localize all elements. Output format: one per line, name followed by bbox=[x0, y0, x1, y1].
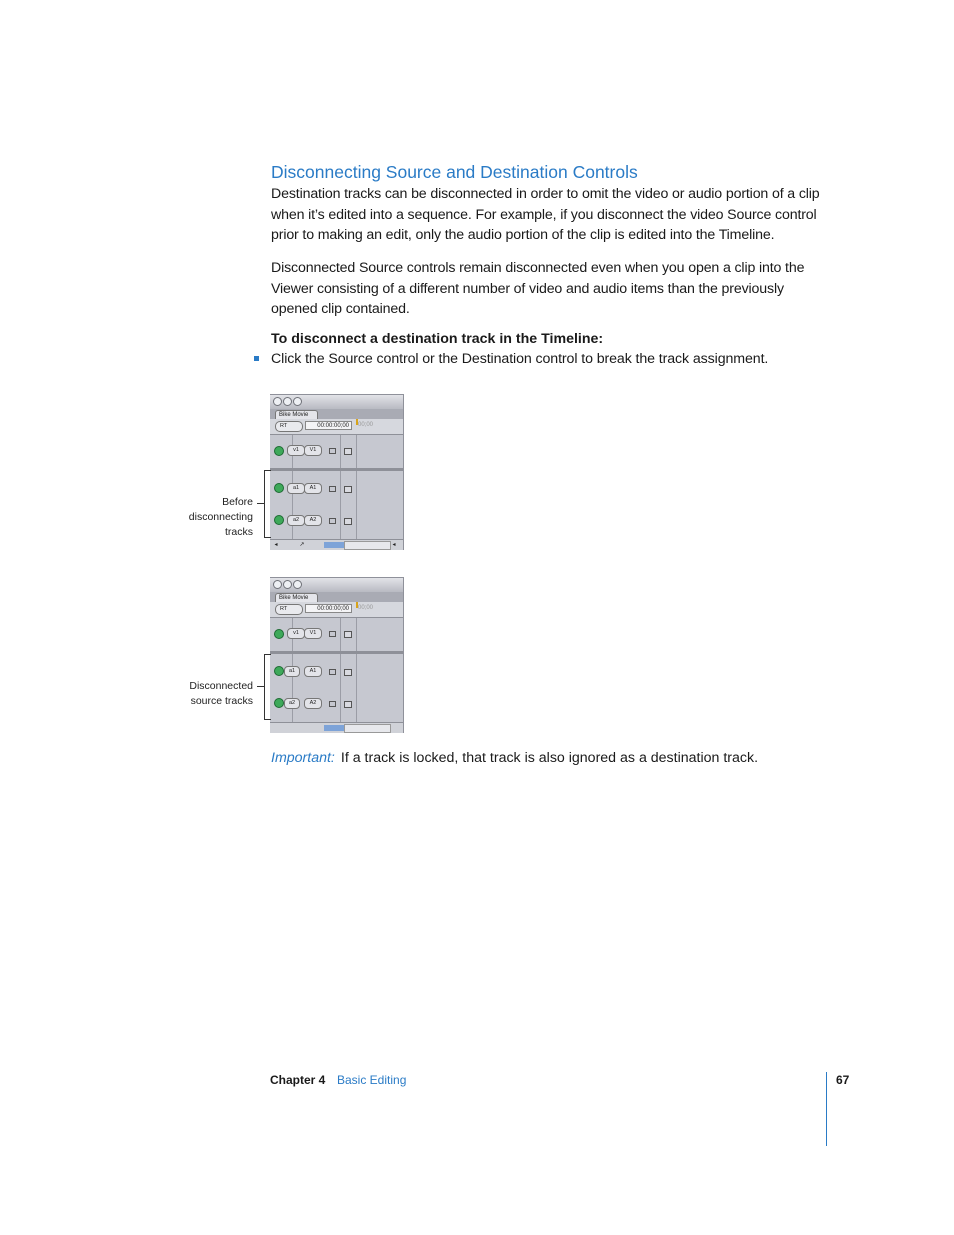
audio-speaker-icon bbox=[274, 483, 284, 493]
track-visibility-icon bbox=[274, 446, 284, 456]
bullet-text: Click the Source control or the Destination control to break the track assignment. bbox=[271, 351, 769, 367]
auto-select-icon bbox=[344, 631, 352, 638]
source-control-disconnected: a1 bbox=[284, 666, 300, 677]
timeline-screenshot-disconnected bbox=[270, 577, 404, 733]
source-control: v1 bbox=[287, 628, 305, 639]
destination-control: A1 bbox=[304, 666, 322, 677]
lock-icon bbox=[329, 518, 336, 524]
audio-speaker-icon bbox=[274, 515, 284, 525]
horizontal-scrollbar bbox=[344, 724, 391, 733]
pen-tool-icon: ↗ bbox=[299, 542, 305, 548]
callout-before bbox=[160, 495, 253, 540]
scroll-left-icon: ◂ bbox=[392, 542, 396, 548]
rt-menu: RT bbox=[275, 421, 303, 432]
destination-control: V1 bbox=[304, 445, 322, 456]
auto-select-icon bbox=[344, 486, 352, 493]
rt-menu: RT bbox=[275, 604, 303, 615]
callout-disconnected bbox=[160, 679, 253, 709]
window-titlebar bbox=[270, 578, 403, 593]
window-titlebar bbox=[270, 395, 403, 410]
important-note bbox=[271, 750, 758, 766]
lock-icon bbox=[329, 486, 336, 492]
lock-icon bbox=[329, 701, 336, 707]
minimize-button-icon bbox=[283, 397, 292, 406]
section-heading: Disconnecting Source and Destination Controls bbox=[271, 162, 638, 182]
zoom-button-icon bbox=[293, 580, 302, 589]
source-control: a2 bbox=[287, 515, 305, 526]
zoom-slider-icon bbox=[324, 542, 344, 548]
source-control-disconnected: a2 bbox=[284, 698, 300, 709]
important-label: Important: bbox=[271, 750, 335, 766]
source-control: v1 bbox=[287, 445, 305, 456]
lock-icon bbox=[329, 669, 336, 675]
sequence-tab: Bike Movie bbox=[275, 593, 318, 603]
footer-divider bbox=[826, 1072, 827, 1146]
track-row-a2 bbox=[270, 511, 403, 529]
auto-select-icon bbox=[344, 701, 352, 708]
destination-control: V1 bbox=[304, 628, 322, 639]
timeline-screenshot-before bbox=[270, 394, 404, 550]
track-row-v1 bbox=[270, 624, 403, 642]
timecode-field: 00:00:00;00 bbox=[305, 604, 352, 613]
timeline-bottom-bar bbox=[270, 722, 403, 733]
audio-speaker-icon bbox=[274, 666, 284, 676]
timecode-field: 00:00:00;00 bbox=[305, 421, 352, 430]
destination-control: A2 bbox=[304, 515, 322, 526]
callout-line: source tracks bbox=[190, 695, 253, 707]
callout-line: Before bbox=[222, 496, 253, 508]
speaker-icon: ◂ bbox=[274, 542, 278, 548]
footer-chapter: Chapter 4 bbox=[270, 1073, 326, 1087]
sequence-tab: Bike Movie bbox=[275, 410, 318, 420]
bullet-icon bbox=[254, 356, 259, 361]
lock-icon bbox=[329, 448, 336, 454]
footer-chapter-title[interactable]: Basic Editing bbox=[337, 1073, 407, 1087]
procedure-title: To disconnect a destination track in the Timeline: bbox=[271, 331, 604, 347]
zoom-slider-icon bbox=[324, 725, 344, 731]
source-control: a1 bbox=[287, 483, 305, 494]
destination-control: A2 bbox=[304, 698, 322, 709]
auto-select-icon bbox=[344, 518, 352, 525]
paragraph-2: Disconnected Source controls remain disconnected even when you open a clip into the Viewer consisting of a different number of video and audio items than the previously opened clip contained. bbox=[271, 260, 805, 318]
minimize-button-icon bbox=[283, 580, 292, 589]
close-button-icon bbox=[273, 397, 282, 406]
zoom-button-icon bbox=[293, 397, 302, 406]
destination-control: A1 bbox=[304, 483, 322, 494]
close-button-icon bbox=[273, 580, 282, 589]
track-row-a1 bbox=[270, 662, 403, 680]
track-row-a1 bbox=[270, 479, 403, 497]
ruler-label: 00;00 bbox=[358, 605, 374, 611]
timeline-bottom-bar bbox=[270, 539, 403, 550]
audio-speaker-icon bbox=[274, 698, 284, 708]
callout-line: Disconnected bbox=[189, 680, 253, 692]
track-row-v1 bbox=[270, 441, 403, 459]
auto-select-icon bbox=[344, 448, 352, 455]
paragraph-1: Destination tracks can be disconnected in order to omit the video or audio portion of a clip when it’s edited into a sequence. For example, if you disconnect the video Source control prior to making an edit, only the audio portion of the clip is edited into the Timeline. bbox=[271, 186, 820, 244]
important-text: If a track is locked, that track is also ignored as a destination track. bbox=[340, 750, 759, 766]
page-number: 67 bbox=[836, 1073, 850, 1087]
callout-line: tracks bbox=[224, 526, 253, 538]
ruler-label: 00;00 bbox=[358, 422, 374, 428]
horizontal-scrollbar bbox=[344, 541, 391, 550]
track-row-a2 bbox=[270, 694, 403, 712]
auto-select-icon bbox=[344, 669, 352, 676]
lock-icon bbox=[329, 631, 336, 637]
callout-line: disconnecting bbox=[188, 511, 253, 523]
track-visibility-icon bbox=[274, 629, 284, 639]
